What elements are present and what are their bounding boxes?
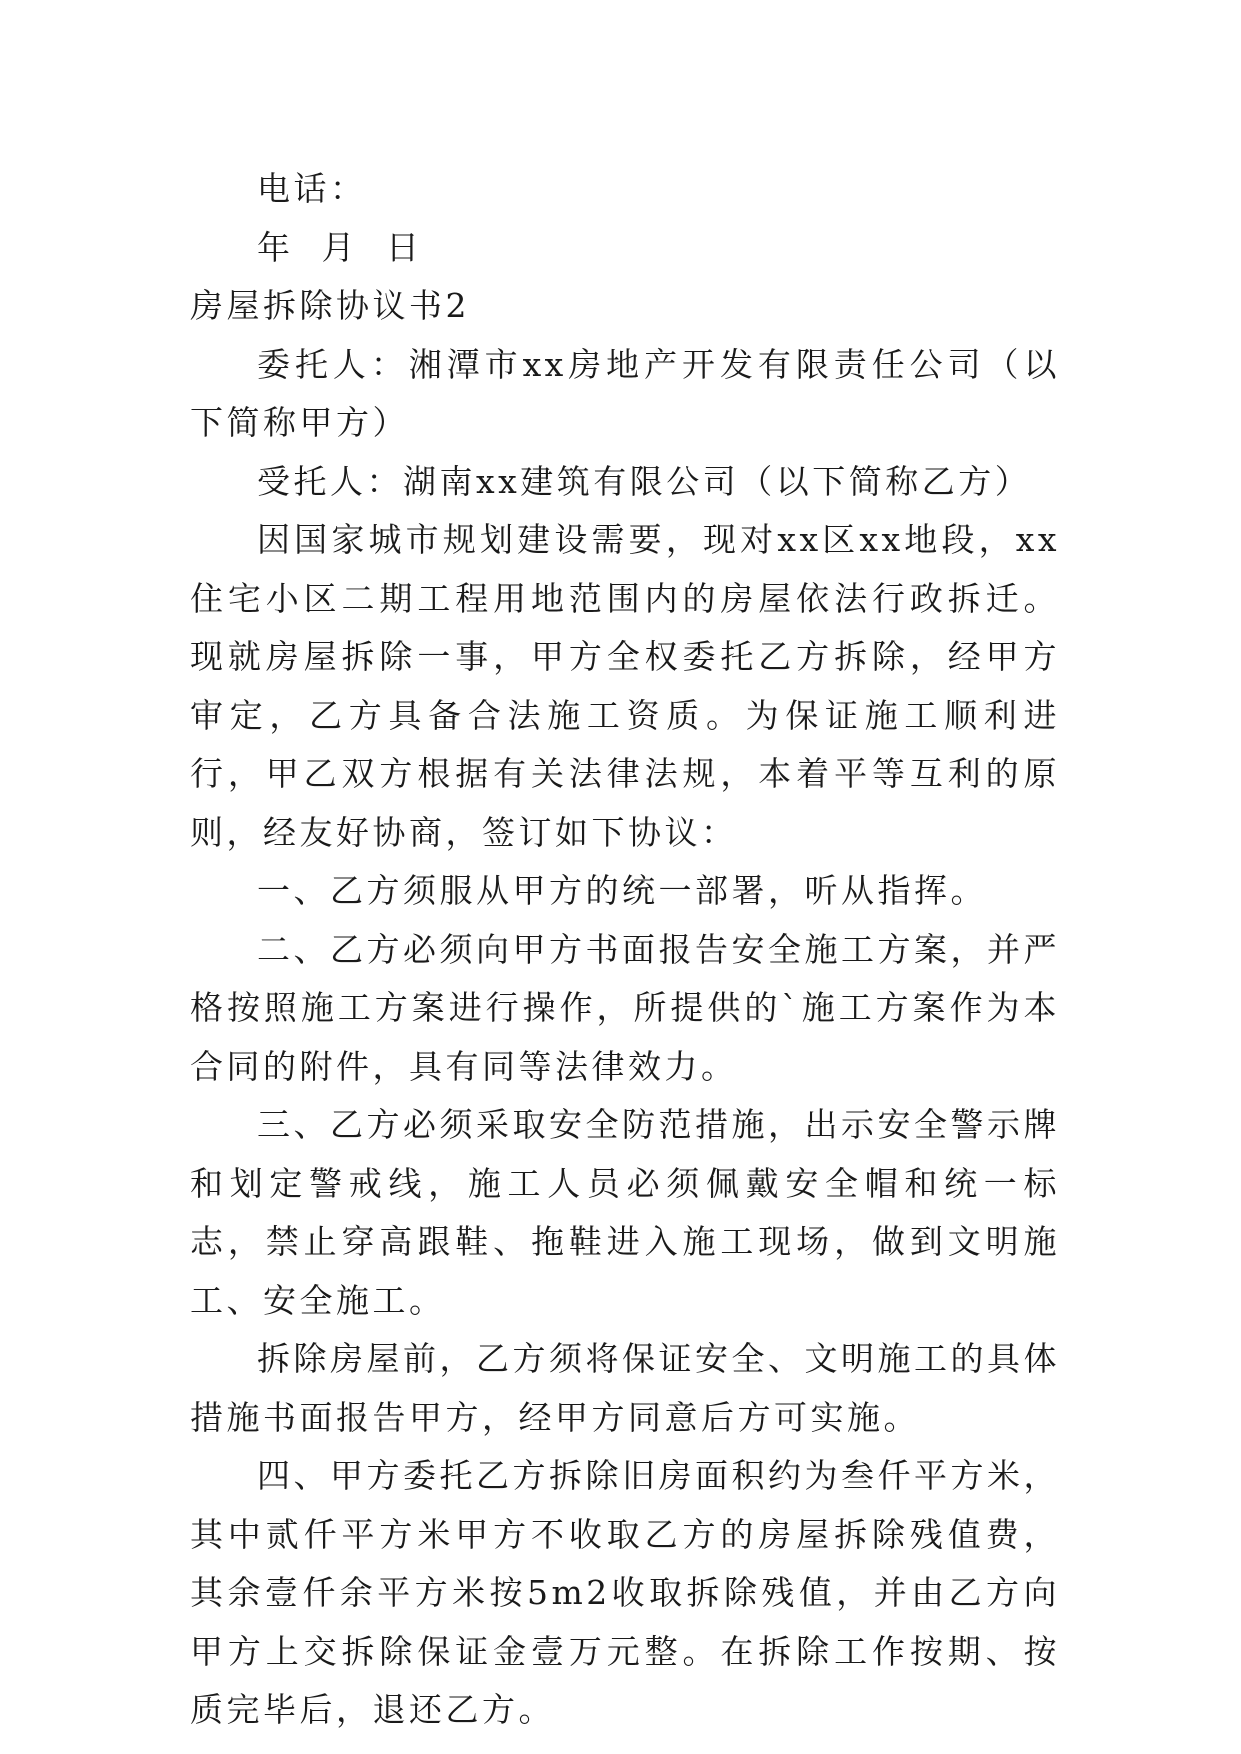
contractor-paragraph: 受托人：湖南xx建筑有限公司（以下简称乙方） [257,461,1032,501]
clause-2-paragraph: 二、乙方必须向甲方书面报告安全施工方案，并严格按照施工方案进行操作，所提供的`施工方案作为本合同的附件，具有同等法律效力。 [190,929,1060,1086]
document-body [190,160,1060,1740]
section-title: 房屋拆除协议书2 [190,286,470,325]
clause-1-paragraph: 一、乙方须服从甲方的统一部署，听从指挥。 [257,871,987,910]
clause-3-paragraph: 三、乙方必须采取安全防范措施，出示安全警示牌和划定警戒线，施工人员必须佩戴安全帽和统一标志，禁止穿高跟鞋、拖鞋进入施工现场，做到文明施工、安全施工。 [190,1105,1060,1320]
date-line: 年 月 日 [257,227,423,267]
intro-paragraph: 因国家城市规划建设需要，现对xx区xx地段，xx住宅小区二期工程用地范围内的房屋依法行政拆迁。现就房屋拆除一事，甲方全权委托乙方拆除，经甲方审定，乙方具备合法施工资质。为保证施工顺利进行，甲乙双方根据有关法律法规，本着平等互利的原则，经友好协商，签订如下协议： [190,520,1060,852]
client-paragraph: 委托人：湘潭市xx房地产开发有限责任公司（以下简称甲方） [190,344,1060,442]
clause-3-note-paragraph: 拆除房屋前，乙方须将保证安全、文明施工的具体措施书面报告甲方，经甲方同意后方可实施。 [190,1339,1060,1437]
phone-label: 电话： [257,169,367,208]
clause-4-paragraph: 四、甲方委托乙方拆除旧房面积约为叁仟平方米，其中贰仟平方米甲方不收取乙方的房屋拆除残值费，其余壹仟余平方米按5m2收取拆除残值，并由乙方向甲方上交拆除保证金壹万元整。在拆除工作按期、按质完毕后，退还乙方。 [190,1456,1060,1729]
